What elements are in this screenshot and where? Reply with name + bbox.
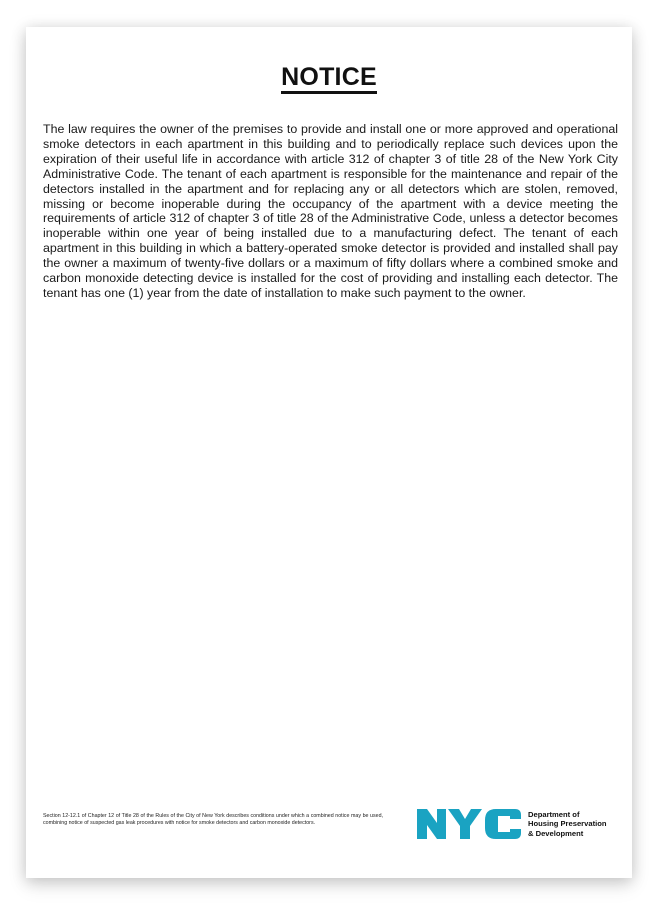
nyc-logo-icon xyxy=(416,806,522,842)
department-name xyxy=(528,810,607,838)
department-line-1: Department of xyxy=(528,809,580,819)
department-line-3: & Development xyxy=(528,828,584,838)
footnote: Section 12-12.1 of Chapter 12 of Title 28 of the Rules of the City of New York describes conditions under which a combined notice may be used, combining notice of suspected gas leak procedures with notice for smoke detectors and carbon monoxide detectors. xyxy=(43,813,383,826)
notice-title-text: NOTICE xyxy=(281,64,377,94)
department-line-2: Housing Preservation xyxy=(528,819,607,829)
notice-title xyxy=(26,63,632,94)
notice-page xyxy=(26,27,632,878)
hpd-logo xyxy=(416,804,626,844)
notice-body: The law requires the owner of the premises to provide and install one or more approved and operational smoke detectors in each apartment in this building and to periodically replace such devices upon the expiration of their useful life in accordance with article 312 of chapter 3 of title 28 of the New York City Administrative Code. The tenant of each apartment is responsible for the maintenance and repair of the detectors installed in the apartment and for replacing any or all detectors which are stolen, removed, missing or become inoperable during the occupancy of the apartment with a device meeting the requirements of article 312 of chapter 3 of title 28 of the Administrative Code, unless a detector becomes inoperable within one year of being installed due to a manufacturing defect. The tenant of each apartment in this building in which a battery-operated smoke detector is provided and installed shall pay the owner a maximum of twenty-five dollars or a maximum of fifty dollars where a combined smoke and carbon monoxide detecting device is installed for the cost of providing and installing each detector. The tenant has one (1) year from the date of installation to make such payment to the owner. xyxy=(43,122,618,300)
